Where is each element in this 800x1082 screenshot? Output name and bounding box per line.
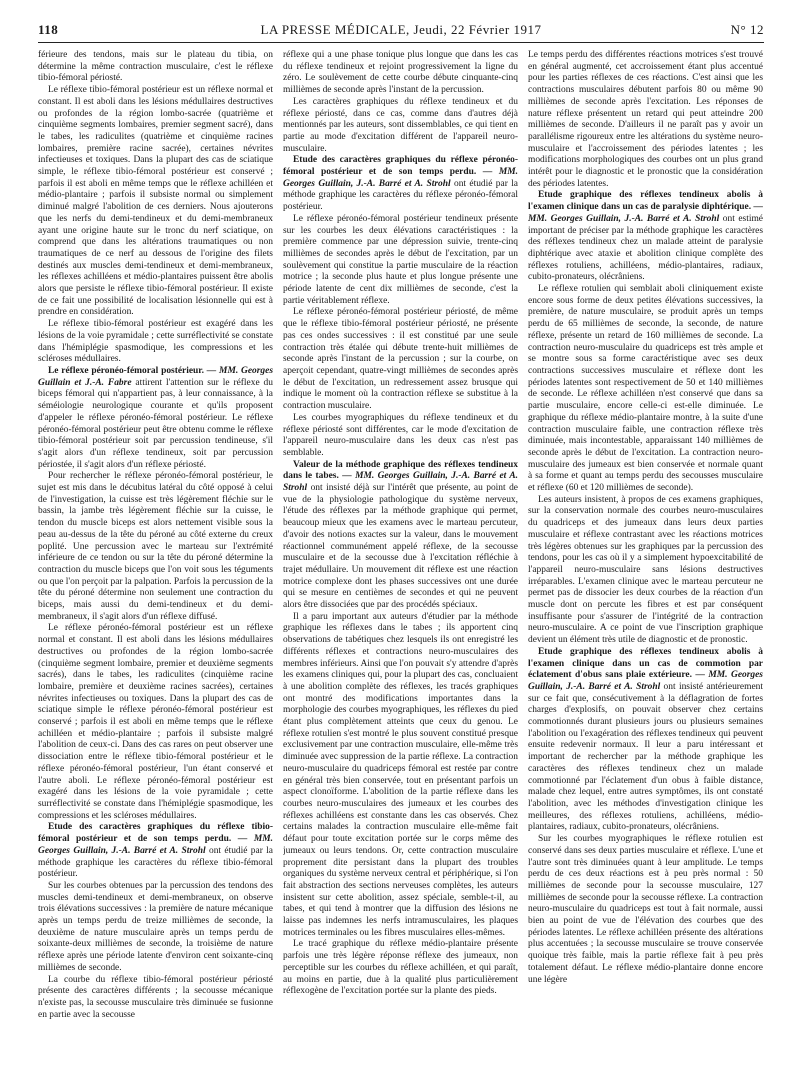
paragraph-text: Les caractères graphiques du réflexe tendineux et du réflexe périosté, dans ce cas, comme dans d'autres déjà mentionnés par les auteurs, sont dissemblables, ce qui tient en partie au mode d'excitation différent de l'appareil neuro-musculaire. (283, 96, 518, 154)
paragraph-text: ont insisté antérieurement sur ce fait que, consécutivement à la déflagration de fortes charges d'explosifs, on pouvait observer chez certains commotionnés durant plusieurs jours ou plusieurs semaines l'abolition ou l'exagération des réflexes tendineux qui peuvent ensuite redevenir normaux. Il leur a paru intéressant et important de rechercher par la méthode graphique les caractères des réflexes tendineux chez un malade commotionné par l'éclatement d'un obus à faible distance, malade chez lequel, entre autres symptômes, ils ont constaté l'abolition, avec les méthodes d'investigation clinique les meilleures, des réflexes rotuliens, achilléens, médio-plantaires, radiaux, cubito-pronateurs, olécrâniens. (528, 681, 763, 833)
section-heading: Le réflexe péronéo-fémoral postérieur. (48, 365, 204, 376)
paragraph-text: attirent l'attention sur le réflexe du biceps fémoral qui n'appartient pas, à leur connaissance, à la séméiologie neurologique courante et qu'ils proposent d'appeler le réflexe péronéo-fémoral postérieur. Le réflexe péronéo-fémoral postérieur peut être obtenu comme le réflexe tibio-fémoral postérieur soit par percussion tendineuse, s'il s'agit alors d'un réflexe tendineux, soit par percussion périostée, il s'agit alors d'un réflexe périosté. (38, 377, 273, 470)
paragraph-text: La courbe du réflexe tibio-fémoral postérieur périosté présente des caractères différents ; la secousse mécanique n'existe pas, la secousse musculaire très diminuée se fusionne en partie avec la secousse (38, 974, 273, 1020)
paragraph-text: Le réflexe péronéo-fémoral postérieur périosté, de même que le réflexe tibio-fémoral postérieur périosté, ne présente pas ces ondes successives : il est constitué par une seule contraction très étalée qui débute trente-huit millièmes de seconde après l'instant de la percussion ; sur la courbe, on aperçoit cependant, quatre-vingt millièmes de secondes après le début de l'excitation, un redressement assez brusque qui indique le moment où la contraction réflexe se substitue à la contraction musculaire. (283, 307, 518, 412)
issue-number: N° 12 (730, 22, 764, 37)
paragraph (283, 50, 518, 97)
section-authors: — MM. Georges Guillain, J.-A. Barré et A. Strohl (283, 167, 518, 189)
section-paragraph (283, 155, 518, 214)
paragraph-text: Le réflexe rotulien qui semblait aboli cliniquement existe encore sous forme de deux petites élévations successives, la première, de nature musculaire, se produit après un temps perdu de 65 millièmes de seconde, la seconde, de nature réflexe, présente un retard de 160 millièmes de seconde. La contraction neuro-musculaire du quadriceps est très ample et se montre sous sa forme caractéristique avec ses deux contractions successives musculaire et réflexe dont les périodes latentes sont respectivement de 50 et 140 millièmes de seconde. Le réflexe achilléen n'est conservé que dans sa partie musculaire, encore celle-ci est-elle diminuée. Le graphique du réflexe médio-plantaire montre, à la suite d'une contraction musculaire faible, une contraction réflexe très diminuée, mais incontestable, apparaissant 140 millièmes de seconde après le début de l'excitation. La contraction neuro-musculaire des jumeaux est bien conservée et normale quant à sa forme et quant au temps perdu des secousses musculaire et réflexe (60 et 120 millièmes de seconde). (528, 284, 763, 494)
section-authors: — MM. Georges Guillain, J.-A. Barré et A. Strohl (38, 834, 273, 856)
section-authors: — MM. Georges Guillain, J.-A. Barré et A. Strohl (528, 670, 763, 692)
paragraph-text: Sur les courbes obtenues par la percussion des tendons des muscles demi-tendineux et demi-membraneux, on observe trois élévations successives : la première de nature mécanique après un temps perdu de treize millièmes de seconde, la deuxième de nature musculaire après un temps perdu de soixante-deux millièmes de seconde, la troisième de nature réflexe après une période latente d'environ cent soixante-cinq millièmes de seconde. (38, 880, 273, 973)
paragraph (283, 97, 518, 156)
paragraph-text: réflexe qui a une phase tonique plus longue que dans les cas du réflexe tendineux et rejoint progressivement la ligne du zéro. Le soulèvement de cette courbe débute cinquante-cinq millièmes de seconde après l'instant de la percussion. (283, 50, 518, 96)
section-heading: Etude graphique des réflexes tendineux abolis à l'examen clinique dans un cas de commotion par éclatement d'obus sans plaie extérieure. (528, 646, 763, 681)
paragraph-text: Les auteurs insistent, à propos de ces examens graphiques, sur la conservation normale des courbes neuro-musculaires du quadriceps et des jumeaux dans leurs deux parties musculaire et réflexe contrastant avec les réactions motrices très légères obtenues sur les graphiques par la percussion des tendons, pour les cas où il y a simplement hypoexcitabilité de l'appareil neuro-musculaire sans lésions destructives irréparables. L'examen clinique avec le marteau percuteur ne permet pas de dissocier les deux courbes de la réaction d'un muscle dont on percute les fibres et est par conséquent insuffisante pour s'assurer de l'intégrité de la contraction neuro-musculaire. A ce point de vue l'inscription graphique devient un élément très utile de diagnostic et de pronostic. (528, 494, 763, 646)
section-heading: Etude des caractères graphiques du réflexe péronéo-fémoral postérieur et de son temps perdu. (283, 155, 518, 178)
column-1 (38, 50, 273, 1075)
paragraph (38, 471, 273, 623)
article-body (38, 50, 764, 1075)
paragraph (38, 319, 273, 366)
paragraph (283, 939, 518, 998)
paragraph-text: Le temps perdu des différentes réactions motrices s'est trouvé en général augmenté, cet accroissement étant plus accentué pour les parties réflexes de ces réactions. C'est ainsi que les contractions musculaires débutent parfois 80 ou même 90 millièmes de seconde après l'excitation. Les réponses de nature réflexe présentent un retard qui peut atteindre 200 millièmes de seconde. D'ailleurs il ne paraît pas y avoir un parallélisme rigoureux entre les altérations du système neuro-musculaire et l'accroissement des périodes latentes ; les modifications morphologiques des courbes ont un plus grand intérêt pour le diagnostic et le pronostic que la considération des périodes latentes. (528, 50, 763, 189)
section-authors: — MM. Georges Guillain, J.-A. Barré et A. Strohl (528, 202, 763, 224)
column-3 (528, 50, 763, 1075)
paragraph (283, 612, 518, 940)
paragraph-text: Pour rechercher le réflexe péronéo-fémoral postérieur, le sujet est mis dans le décubitus latéral du côté opposé à celui de l'investigation, la cuisse est très légèrement fléchie sur le bassin, la jambe très légèrement fléchie sur la cuisse, le tendon du muscle biceps est alors nettement visible sous la peau au-dessus de la tête du péroné au côté externe du creux poplité. Une percussion avec le marteau sur l'extrémité inférieure de ce tendon ou sur la tête du péroné détermine la contraction du muscle biceps que l'on voit sous les téguments ou que l'on perçoit par la palpation. Parfois la percussion de la tête du péroné détermine non seulement une contraction du biceps, mais aussi du demi-tendineux et du demi-membraneux, il s'agit alors d'un réflexe diffusé. (38, 471, 273, 622)
paragraph-text: Le réflexe tibio-fémoral postérieur est un réflexe normal et constant. Il est aboli dans les lésions médullaires destructives ou profondes de la région lombo-sacrée (quatrième et cinquième segments lombaires, premier segment sacré), dans le tabes, les radiculites (quatrième et cinquième racines lombaires, première racine sacrée), certaines névrites infectieuses et toxiques. Dans la plupart des cas de sciatique simple, le réflexe tibio-fémoral postérieur est conservé ; parfois il est aboli en même temps que le réflexe achilléen et médio-plantaire ; parfois il subsiste normal ou simplement diminué malgré l'abolition de ces derniers. Nous ajouterons que les nerfs du demi-tendineux et du demi-membraneux ayant une origine haute sur le tronc du nerf sciatique, on comprend que dans les altérations traumatiques ou non traumatiques de ce nerf au dessous de l'origine des filets destinés aux muscles demi-tendineux et demi-membraneux, les réflexes achilléens et médio-plantaires puissent être abolis alors que persiste le réflexe tibio-fémoral postérieur. Il existe de ce fait une possibilité de localisation lésionnelle qui est à prendre en considération. (38, 85, 273, 318)
paragraph (528, 834, 763, 986)
paragraph-text: ont insisté déjà sur l'intérêt que présente, au point de vue de la physiologie pathologique du système nerveux, l'étude des réflexes par la méthode graphique qui permet, beaucoup mieux que les examens avec le marteau percuteur, d'avoir des notions exactes sur la valeur, dans le mouvement réactionnel communément appelé réflexe, de la secousse musculaire et de la secousse due à l'excitation réfléchie à trajet médullaire. Un mouvement dit réflexe est une réaction motrice complexe dont les phases successives ont une durée qui se mesure en centièmes de secondes et qui ne peuvent alors être dissociées que par des procédés spéciaux. (283, 483, 518, 611)
section-heading: Valeur de la méthode graphique des réflexes tendineux dans le tabes. (283, 459, 518, 482)
paragraph (283, 214, 518, 308)
paragraph (38, 975, 273, 1022)
paragraph (38, 881, 273, 975)
header-rule (38, 42, 764, 43)
paragraph (528, 50, 763, 190)
paragraph-text: Le réflexe tibio-fémoral postérieur est exagéré dans les lésions de la voie pyramidale ; cette surréflectivité se constate dans l'hémiplégie spasmodique, les compressions et les scléroses médullaires. (38, 319, 273, 365)
section-paragraph (283, 460, 518, 612)
section-paragraph (528, 647, 763, 834)
paragraph-text: Le tracé graphique du réflexe médio-plantaire présente parfois une très légère réponse réflexe des jumeaux, non perceptible sur les courbes du réflexe achilléen, et qui paraît, au moins en partie, due à la qualité plus particulièrement réflexogène de l'excitation portée sur la plante des pieds. (283, 939, 518, 997)
page-number: 118 (38, 22, 59, 37)
paragraph-text: Il a paru important aux auteurs d'étudier par la méthode graphique les réflexes dans le tabes ; ils apportent cinq observations de tabétiques chez lesquels ils ont enregistré les différents réflexes et contractions neuro-musculaires des membres inférieurs. Ainsi que l'on pouvait s'y attendre d'après les examens cliniques qui, pour la plupart des cas, concluaient à une abolition complète des réflexes, les tracés graphiques ont montré des modifications importantes dans la morphologie des courbes myographiques, les réflexes du pied étant plus complètement atteints que ceux du genou. Le réflexe rotulien s'est montré le plus souvent constitué presque exclusivement par une contraction musculaire, elle-même très diminuée avec suppression de la partie réflexe. La contraction neuro-musculaire du quadriceps fémoral est restée par contre en général très bien conservée, tout en présentant parfois un aspect clonoïforme. L'abolition de la partie réflexe dans les courbes neuro-musculaires des jumeaux et les courbes des réflexes achilléens est constante dans les cas observés. Chez certains malades la contraction musculaire elle-même fait défaut pour toute excitation portée sur le corps même des jumeaux ou leurs tendons. Or, cette contraction musculaire proprement dite persistant dans la plupart des troubles organiques du système nerveux central et périphérique, si l'on fait abstraction des sections nerveuses complètes, les auteurs insistent sur cette abolition, assez spéciale, semble-t-il, au tabes, et qui tend à montrer que la diffusion des lésions ne laisse pas indemnes les nerfs intramusculaires, les plaques motrices terminales ou les fibres musculaires elles-mêmes. (283, 611, 518, 938)
section-authors: — MM. Georges Guillain et J.-A. Fabre (38, 365, 273, 388)
paragraph (38, 85, 273, 319)
paragraph (38, 50, 273, 85)
paragraph (38, 623, 273, 822)
section-paragraph (38, 366, 273, 471)
column-2 (283, 50, 518, 1075)
paragraph-text: ont estimé important de préciser par la méthode graphique les caractères des réflexes tendineux chez un malade atteint de paralysie diphtérique avec ataxie et abolition clinique complète des réflexes rotuliens, achilléens, médio-plantaires, radiaux, cubito-pronateurs, olécrâniens. (528, 213, 763, 283)
paragraph-text: Le réflexe péronéo-fémoral postérieur est un réflexe normal et constant. Il est aboli dans les lésions médullaires destructives ou profondes de la région lombo-sacrée (cinquième segment lombaire, premier et deuxième segments sacrés), dans le tabes, les radiculites (cinquième racine lombaire, première et deuxième racines sacrées), certaines névrites infectieuses ou toxiques. Dans la plupart des cas de sciatique simple le réflexe péronéo-fémoral postérieur est conservé ; parfois il est aboli en même temps que le réflexe achilléen et médio-plantaire ; parfois il subsiste malgré l'abolition de ceux-ci. Dans des cas rares on peut observer une dissociation entre le réflexe tibio-fémoral postérieur et le réflexe péronéo-fémoral postérieur, l'un étant conservé et l'autre aboli. Le réflexe péronéo-fémoral postérieur est exagéré dans les lésions de la voie pyramidale ; cette surréflectivité se constate dans l'hémiplégie spasmodique, les compressions et les scléroses médullaires. (38, 623, 273, 821)
section-heading: Etude des caractères graphiques du réflexe tibio-fémoral postérieur et de son temps perdu. (38, 822, 273, 845)
paragraph (283, 413, 518, 460)
section-paragraph (528, 190, 763, 284)
paragraph-text: Les courbes myographiques du réflexe tendineux et du réflexe périosté sont différentes, car le mode d'excitation de l'appareil neuro-musculaire dans les deux cas n'est pas semblable. (283, 412, 518, 458)
journal-title: LA PRESSE MÉDICALE, Jeudi, 22 Février 1917 (260, 22, 542, 37)
section-paragraph (38, 822, 273, 881)
running-header (38, 22, 764, 40)
paragraph (283, 307, 518, 412)
paragraph-text: Le réflexe péronéo-fémoral postérieur tendineux présente sur les courbes les deux élévations caractéristiques : la première commence par une dépression suivie, trente-cinq millièmes de secondes après le début de l'excitation, par un soulèvement qui constitue la partie musculaire de la réaction motrice ; la seconde plus haute et plus longue présente une période latente de cent dix millièmes de seconde, c'est la partie véritablement réflexe. (283, 213, 518, 306)
paragraph-text: ont étudié par la méthode graphique les caractères du réflexe péronéo-fémoral postérieur. (283, 178, 518, 213)
paragraph-text: férieure des tendons, mais sur le plateau du tibia, on détermine la même contraction musculaire, c'est le réflexe tibio-fémoral périosté. (38, 50, 273, 84)
paragraph-text: Sur les courbes myographiques le réflexe rotulien est conservé dans ses deux parties musculaire et réflexe. L'une et l'autre sont très diminuées quant à leur amplitude. Le temps perdu de ces deux réactions est à peu près normal : 50 millièmes de seconde pour la secousse musculaire, 127 millièmes de seconde pour la secousse réflexe. La contraction neuro-musculaire du quadriceps est tout à fait normale, aussi bien au point de vue de l'élévation des courbes que des périodes latentes. Le réflexe achilléen présente des altérations plus accentuées ; la secousse musculaire se trouve conservée quoique très faible, mais la partie réflexe fait à peu près totalement défaut. Le réflexe médio-plantaire donne encore une légère (528, 834, 763, 985)
section-heading: Etude graphique des réflexes tendineux abolis à l'examen clinique dans un cas de paralysie diphtérique. (528, 190, 763, 213)
paragraph (528, 495, 763, 647)
paragraph-text: ont étudié par la méthode graphique les caractères du réflexe tibio-fémoral postérieur. (38, 845, 273, 880)
paragraph (528, 284, 763, 495)
section-authors: — MM. Georges Guillain, J.-A. Barré et A. Strohl (283, 471, 518, 494)
